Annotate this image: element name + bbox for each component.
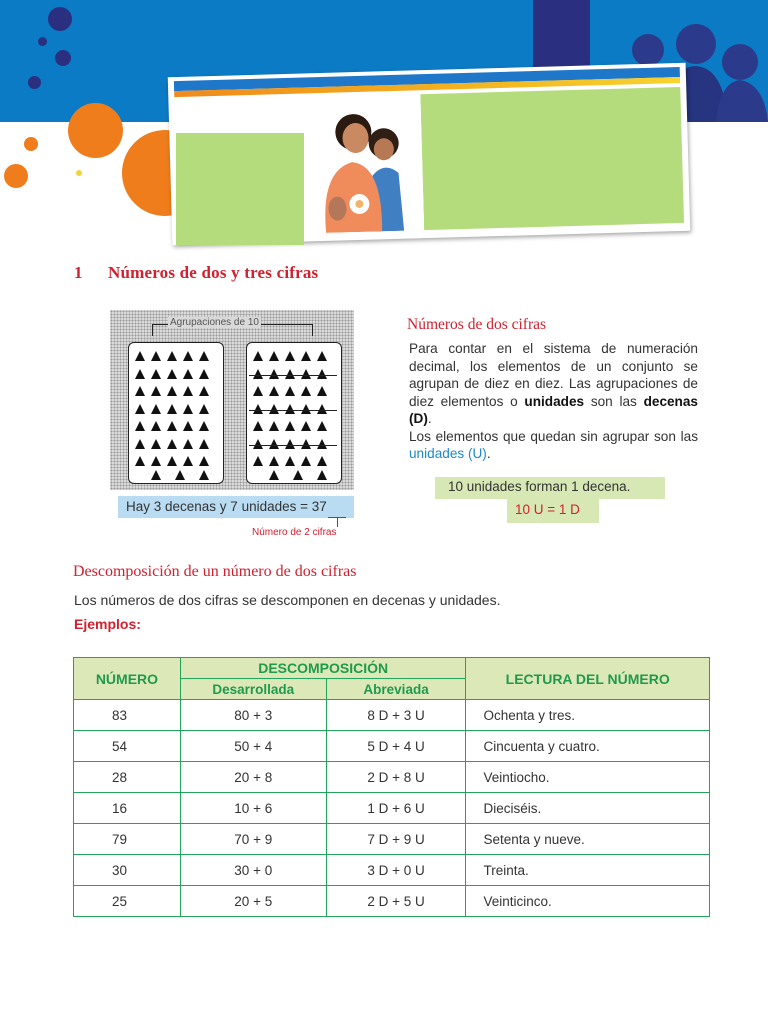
triangle-icon <box>183 456 193 466</box>
triangle-icon <box>199 351 209 361</box>
decena-group-line <box>249 445 337 446</box>
decor-dot-orange-small <box>24 137 38 151</box>
grouped-box <box>246 342 342 484</box>
col-header-desarrollada: Desarrollada <box>180 679 326 700</box>
triangle-icon <box>253 404 263 414</box>
triangle-icon <box>269 386 279 396</box>
para1-text: Para contar en el sistema de numeración decimal, los elementos de un conjunto se agrupan de diez en diez. Las agrupaciones de diez elementos o <box>409 341 698 409</box>
cell-desarrollada: 80 + 3 <box>180 700 326 731</box>
caption-note: Número de 2 cifras <box>252 527 337 538</box>
para1-bold-decenas: decenas (D) <box>409 393 698 426</box>
ungrouped-box <box>128 342 224 484</box>
decor-dot-navy-small <box>38 37 47 46</box>
cell-numero: 28 <box>74 762 181 793</box>
triangle-icon <box>167 456 177 466</box>
triangle-icon <box>151 404 161 414</box>
triangle-icon <box>253 439 263 449</box>
triangle-icon <box>151 386 161 396</box>
cell-numero: 83 <box>74 700 181 731</box>
section-title-text: Números de dos y tres cifras <box>108 263 319 282</box>
cell-lectura: Cincuenta y cuatro. <box>466 731 710 762</box>
cell-abreviada: 8 D + 3 U <box>326 700 466 731</box>
cell-lectura: Setenta y nueve. <box>466 824 710 855</box>
triangle-icon <box>293 470 303 480</box>
cell-numero: 54 <box>74 731 181 762</box>
cell-abreviada: 1 D + 6 U <box>326 793 466 824</box>
decenas-figure <box>110 310 354 490</box>
triangle-icon <box>167 351 177 361</box>
section-number: 1 <box>74 263 83 282</box>
decor-dot-navy-tiny <box>28 76 41 89</box>
bracket-left-tick <box>152 324 153 336</box>
cell-lectura: Ochenta y tres. <box>466 700 710 731</box>
triangle-icon <box>167 439 177 449</box>
triangle-icon <box>285 421 295 431</box>
decomposition-table <box>73 657 710 917</box>
decor-dot-navy <box>55 50 71 66</box>
triangle-icon <box>183 421 193 431</box>
table-row <box>74 762 710 793</box>
cell-desarrollada: 10 + 6 <box>180 793 326 824</box>
heading-dos-cifras: Números de dos cifras <box>407 316 547 333</box>
triangle-icon <box>199 456 209 466</box>
triangle-icon <box>317 369 327 379</box>
triangle-icon <box>301 404 311 414</box>
bracket-label: Agrupaciones de 10 <box>170 317 259 328</box>
cell-lectura: Dieciséis. <box>466 793 710 824</box>
triangle-icon <box>135 421 145 431</box>
triangle-icon <box>167 421 177 431</box>
decena-group-line <box>249 410 337 411</box>
cell-abreviada: 3 D + 0 U <box>326 855 466 886</box>
triangle-icon <box>285 369 295 379</box>
triangle-icon <box>135 456 145 466</box>
triangle-icon <box>269 456 279 466</box>
triangle-icon <box>285 456 295 466</box>
cell-abreviada: 5 D + 4 U <box>326 731 466 762</box>
triangle-icon <box>301 386 311 396</box>
decor-dot-yellow <box>76 170 82 176</box>
cell-abreviada: 2 D + 8 U <box>326 762 466 793</box>
triangle-icon <box>301 456 311 466</box>
triangle-icon <box>183 404 193 414</box>
triangle-icon <box>269 421 279 431</box>
para2-end: . <box>486 446 491 461</box>
triangle-icon <box>317 421 327 431</box>
triangle-icon <box>317 439 327 449</box>
triangle-icon <box>253 386 263 396</box>
caption-tick-bar <box>328 517 346 518</box>
triangle-icon <box>135 351 145 361</box>
col-header-numero: NÚMERO <box>74 658 181 700</box>
rule-text-highlight: 10 unidades forman 1 decena. <box>435 477 665 499</box>
caption-tick <box>337 517 338 527</box>
para2-text: Los elementos que quedan sin agrupar son las <box>409 428 698 444</box>
cell-desarrollada: 50 + 4 <box>180 731 326 762</box>
triangle-icon <box>269 470 279 480</box>
table-row <box>74 731 710 762</box>
triangle-icon <box>317 456 327 466</box>
col-header-descomposicion: DESCOMPOSICIÓN <box>180 658 466 679</box>
triangle-icon <box>317 386 327 396</box>
cell-abreviada: 7 D + 9 U <box>326 824 466 855</box>
section-title <box>74 263 318 283</box>
triangle-icon <box>301 421 311 431</box>
children-icon <box>304 94 424 233</box>
triangle-icon <box>175 470 185 480</box>
cell-abreviada: 2 D + 5 U <box>326 886 466 917</box>
triangle-icon <box>183 386 193 396</box>
triangle-icon <box>317 351 327 361</box>
triangle-icon <box>135 439 145 449</box>
triangle-icon <box>183 351 193 361</box>
triangle-icon <box>301 369 311 379</box>
triangle-icon <box>151 369 161 379</box>
triangle-icon <box>135 386 145 396</box>
para1-bold-unidades: unidades <box>524 393 585 409</box>
decor-dot-orange-large <box>68 103 123 158</box>
header-green-panel <box>176 133 304 245</box>
cell-lectura: Treinta. <box>466 855 710 886</box>
triangle-icon <box>269 404 279 414</box>
dos-cifras-paragraph <box>409 340 698 463</box>
triangle-icon <box>199 386 209 396</box>
table-row <box>74 824 710 855</box>
cell-numero: 16 <box>74 793 181 824</box>
cell-numero: 79 <box>74 824 181 855</box>
para1-end: . <box>427 411 432 426</box>
triangle-icon <box>285 439 295 449</box>
decor-dot-navy-large <box>48 7 72 31</box>
cell-numero: 25 <box>74 886 181 917</box>
bracket-right-tick <box>312 324 313 336</box>
triangle-icon <box>199 421 209 431</box>
col-header-lectura: LECTURA DEL NÚMERO <box>466 658 710 700</box>
col-header-abreviada: Abreviada <box>326 679 466 700</box>
triangle-icon <box>253 351 263 361</box>
table-row <box>74 855 710 886</box>
triangle-icon <box>151 421 161 431</box>
triangle-icon <box>135 404 145 414</box>
triangle-icon <box>317 470 327 480</box>
triangle-icon <box>151 439 161 449</box>
cell-numero: 30 <box>74 855 181 886</box>
children-photo <box>304 94 424 233</box>
triangle-icon <box>167 369 177 379</box>
triangle-icon <box>199 404 209 414</box>
triangle-icon <box>269 439 279 449</box>
triangle-icon <box>317 404 327 414</box>
triangle-icon <box>301 439 311 449</box>
cell-desarrollada: 20 + 8 <box>180 762 326 793</box>
cell-desarrollada: 20 + 5 <box>180 886 326 917</box>
triangle-icon <box>285 404 295 414</box>
examples-label: Ejemplos: <box>74 616 141 632</box>
triangle-icon <box>183 439 193 449</box>
triangle-icon <box>301 351 311 361</box>
para2-unidades-link: unidades (U) <box>409 446 487 461</box>
figure-caption: Hay 3 decenas y 7 unidades = 37 <box>118 496 354 518</box>
rule-formula-highlight: 10 U = 1 D <box>507 499 599 523</box>
triangle-icon <box>167 404 177 414</box>
triangle-icon <box>151 456 161 466</box>
triangle-icon <box>285 386 295 396</box>
cell-lectura: Veintiocho. <box>466 762 710 793</box>
table-row <box>74 886 710 917</box>
triangle-icon <box>269 351 279 361</box>
triangle-icon <box>253 369 263 379</box>
descomposicion-intro: Los números de dos cifras se descomponen en decenas y unidades. <box>74 592 501 608</box>
triangle-icon <box>199 439 209 449</box>
heading-descomposicion: Descomposición de un número de dos cifras <box>73 563 357 580</box>
card-green-panel <box>420 87 684 230</box>
cell-desarrollada: 30 + 0 <box>180 855 326 886</box>
triangle-icon <box>167 386 177 396</box>
decena-group-line <box>249 375 337 376</box>
triangle-icon <box>253 456 263 466</box>
triangle-icon <box>269 369 279 379</box>
triangle-icon <box>151 470 161 480</box>
triangle-icon <box>285 351 295 361</box>
table-row <box>74 700 710 731</box>
decor-dot-orange-mid <box>4 164 28 188</box>
table-row <box>74 793 710 824</box>
triangle-icon <box>199 369 209 379</box>
para1-mid: son las <box>590 393 637 409</box>
cell-lectura: Veinticinco. <box>466 886 710 917</box>
triangle-icon <box>135 369 145 379</box>
triangle-icon <box>253 421 263 431</box>
cell-desarrollada: 70 + 9 <box>180 824 326 855</box>
triangle-icon <box>183 369 193 379</box>
triangle-icon <box>199 470 209 480</box>
triangle-icon <box>151 351 161 361</box>
